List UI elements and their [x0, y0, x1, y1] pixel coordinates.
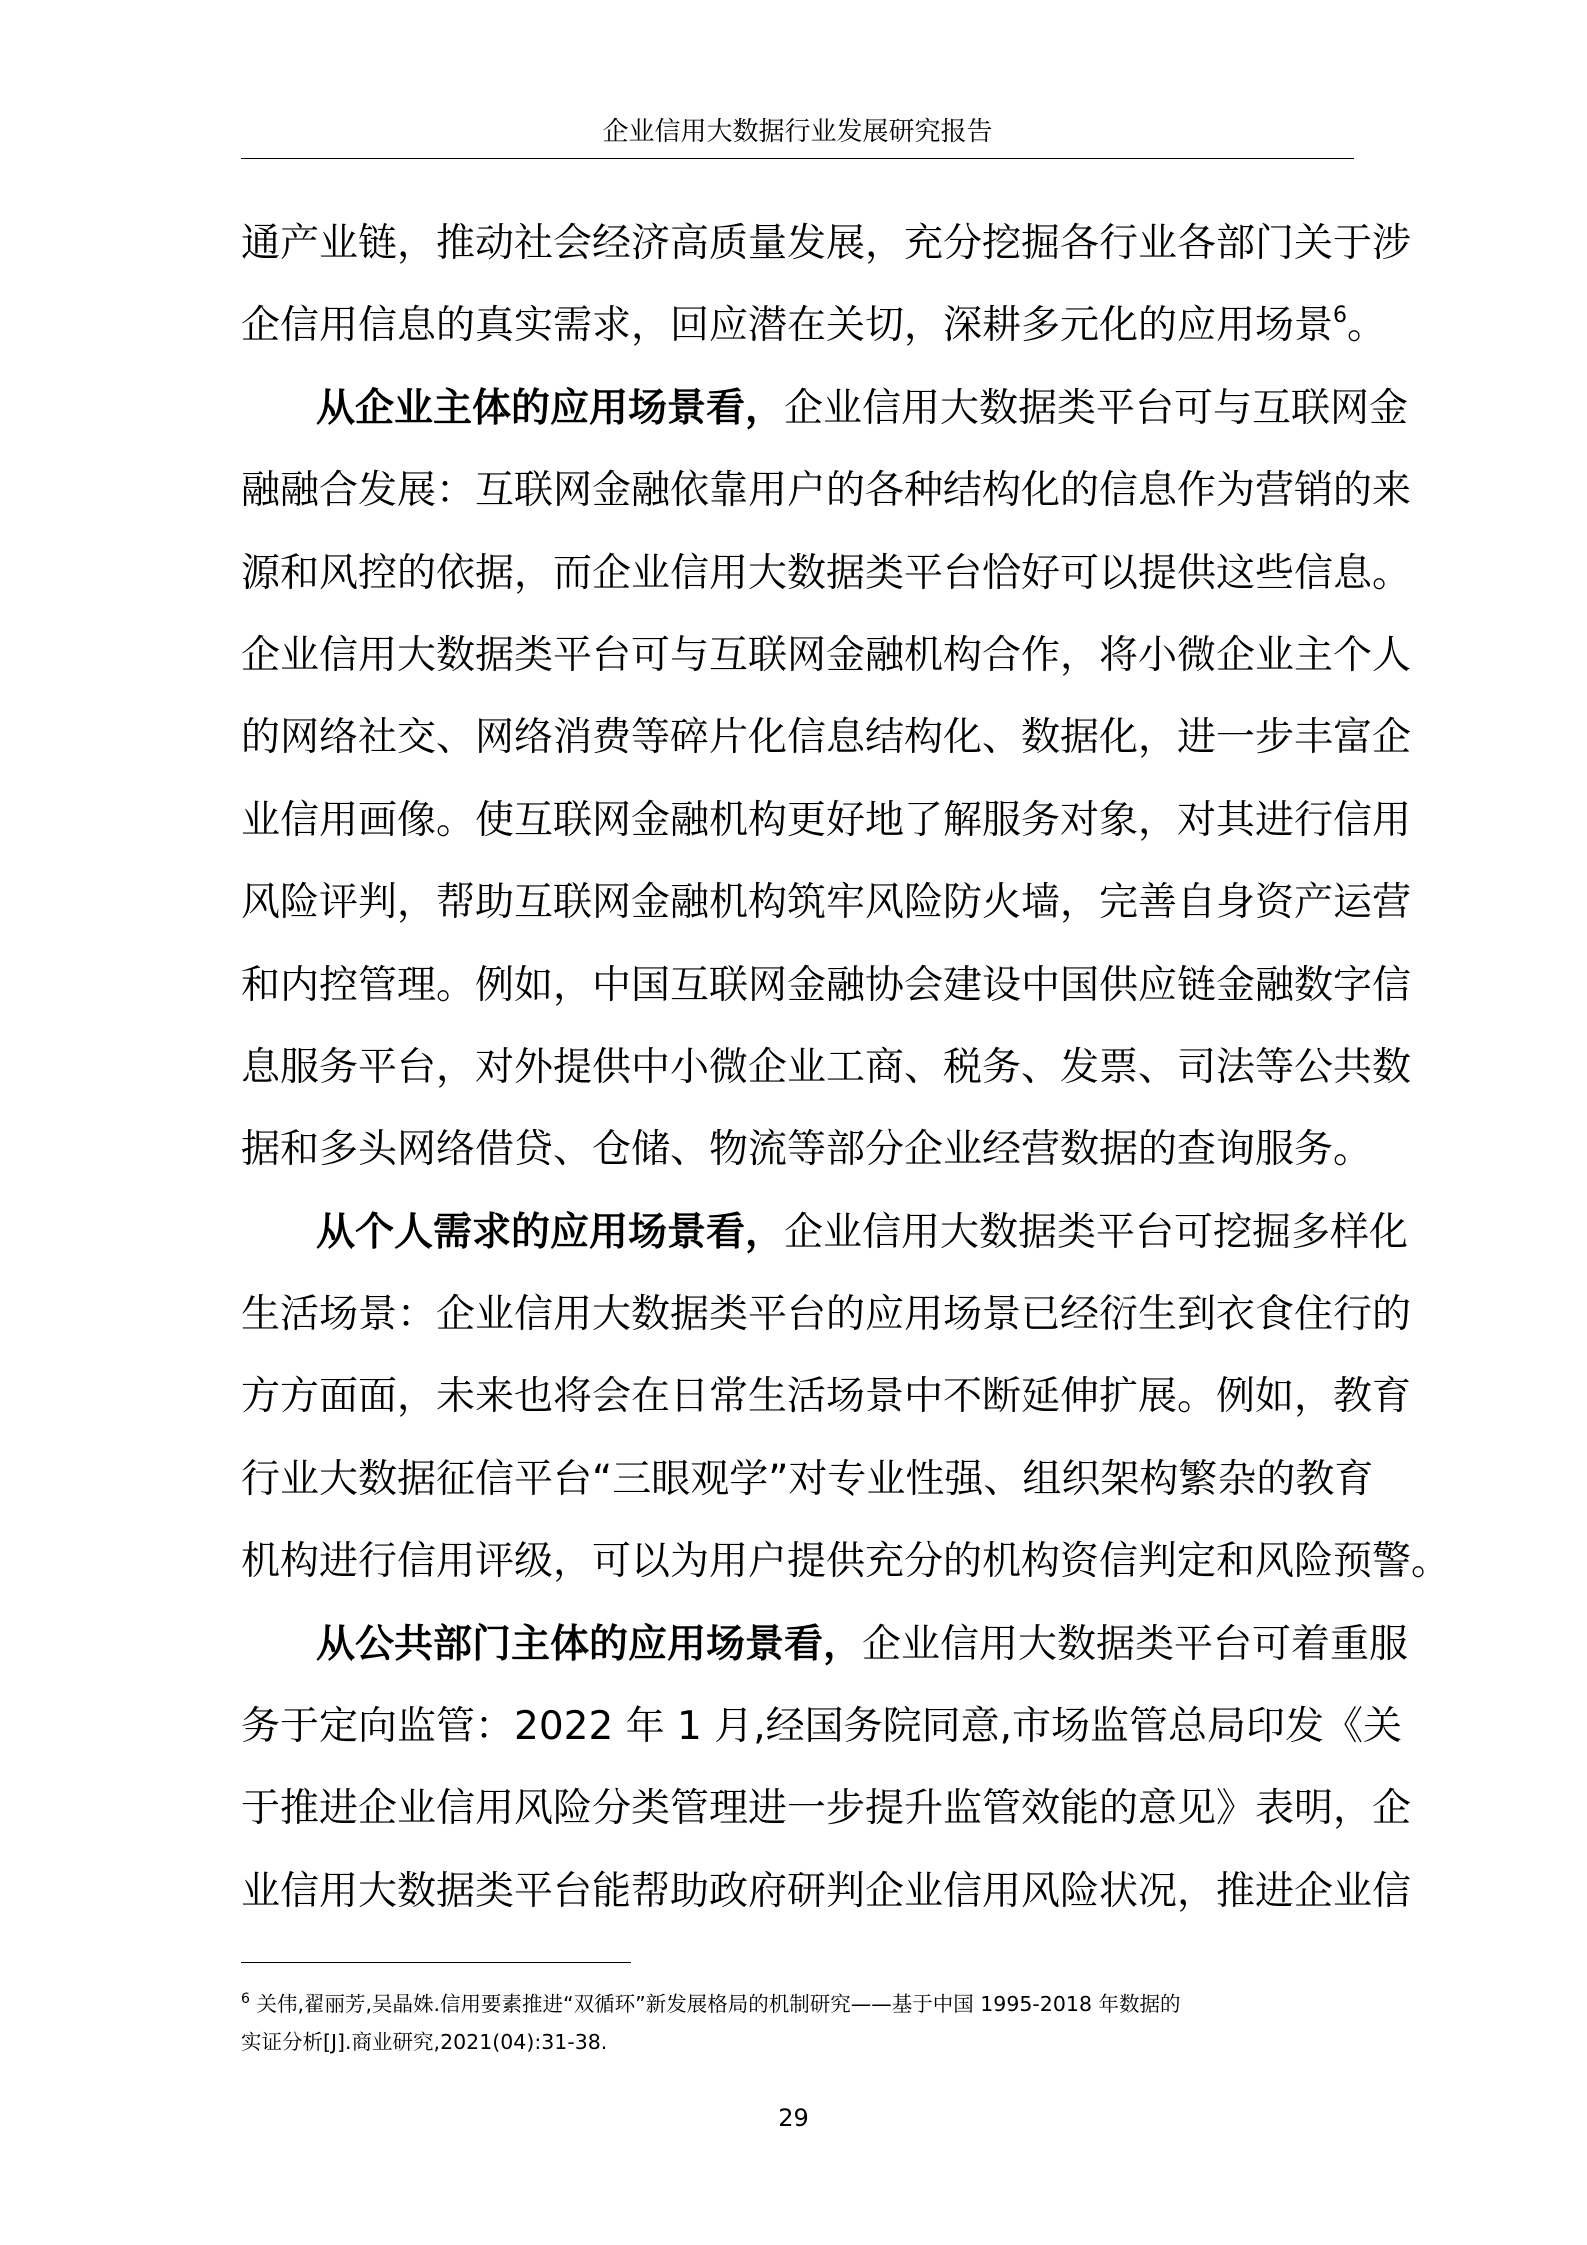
paragraph-lead-in: 从个人需求的应用场景看， [316, 1209, 785, 1255]
text-span: 企业信用大数据类平台可与互联网金 [784, 385, 1409, 431]
text-line: 融融合发展：互联网金融依靠用户的各种结构化的信息作为营销的来 [241, 468, 1412, 514]
text-line: 源和风控的依据，而企业信用大数据类平台恰好可以提供这些信息。 [241, 550, 1412, 596]
paragraph-lead-in: 从企业主体的应用场景看， [316, 385, 785, 431]
text-line: 机构进行信用评级，可以为用户提供充分的机构资信判定和风险预警。 [241, 1539, 1451, 1585]
text-span: 企信用信息的真实需求，回应潜在关切，深耕多元化的应用场景 [241, 303, 1334, 349]
paragraph-4 [241, 1604, 1412, 1934]
page-number: 29 [778, 2104, 809, 2132]
footnote-line [241, 1985, 1361, 2023]
text-line: 据和多头网络借贷、仓储、物流等部分企业经营数据的查询服务。 [241, 1127, 1373, 1173]
text-line: 通产业链，推动社会经济高质量发展，充分挖掘各行业各部门关于涉 [241, 221, 1412, 266]
text-line: 和内控管理。例如，中国互联网金融协会建设中国供应链金融数字信 [241, 962, 1412, 1008]
text-line: 息服务平台，对外提供中小微企业工商、税务、发票、司法等公共数 [241, 1044, 1412, 1090]
text-line [241, 285, 1387, 367]
footnote [241, 1985, 1361, 2061]
footnote-text: 关伟,翟丽芳,吴晶姝.信用要素推进“双循环”新发展格局的机制研究——基于中国 1995-2018 年数据的 [249, 1992, 1181, 2016]
text-line: 生活场景：企业信用大数据类平台的应用场景已经衍生到衣食住行的 [241, 1292, 1412, 1338]
text-line: 方方面面，未来也将会在日常生活场景中不断延伸扩展。例如，教育 [241, 1374, 1412, 1420]
footnote-marker: 6 [241, 1991, 250, 2007]
text-line: 于推进企业信用风险分类管理进一步提升监管效能的意见》表明，企 [241, 1786, 1412, 1832]
text-span: 企业信用大数据类平台可着重服 [862, 1621, 1409, 1667]
paragraph-3 [241, 1192, 1451, 1604]
footnote-reference: 6 [1333, 303, 1348, 329]
text-span: 。 [1347, 303, 1387, 349]
text-line [241, 1604, 1409, 1686]
footnote-divider [241, 1962, 631, 1963]
text-line: 企业信用大数据类平台可与互联网金融机构合作，将小微企业主个人 [241, 632, 1412, 678]
text-line: 务于定向监管：2022 年 1 月,经国务院同意,市场监管总局印发《关 [241, 1704, 1403, 1750]
text-line: 的网络社交、网络消费等碎片化信息结构化、数据化，进一步丰富企 [241, 715, 1412, 761]
footnote-line: 实证分析[J].商业研究,2021(04):31-38. [241, 2030, 608, 2054]
header-divider [241, 158, 1354, 159]
text-line: 风险评判，帮助互联网金融机构筑牢风险防火墙，完善自身资产运营 [241, 880, 1412, 926]
text-span: 企业信用大数据类平台可挖掘多样化 [784, 1209, 1409, 1255]
text-line [241, 1192, 1409, 1274]
running-header: 企业信用大数据行业发展研究报告 [602, 117, 993, 147]
text-line: 业信用大数据类平台能帮助政府研判企业信用风险状况，推进企业信 [241, 1868, 1412, 1914]
paragraph-1 [241, 203, 1412, 368]
text-line: 业信用画像。使互联网金融机构更好地了解服务对象，对其进行信用 [241, 797, 1412, 843]
text-line [241, 368, 1409, 450]
paragraph-2 [241, 368, 1412, 1192]
text-line: 行业大数据征信平台“三眼观学”对专业性强、组织架构繁杂的教育 [241, 1456, 1374, 1502]
main-text [241, 203, 1451, 1933]
paragraph-lead-in: 从公共部门主体的应用场景看， [316, 1621, 863, 1667]
